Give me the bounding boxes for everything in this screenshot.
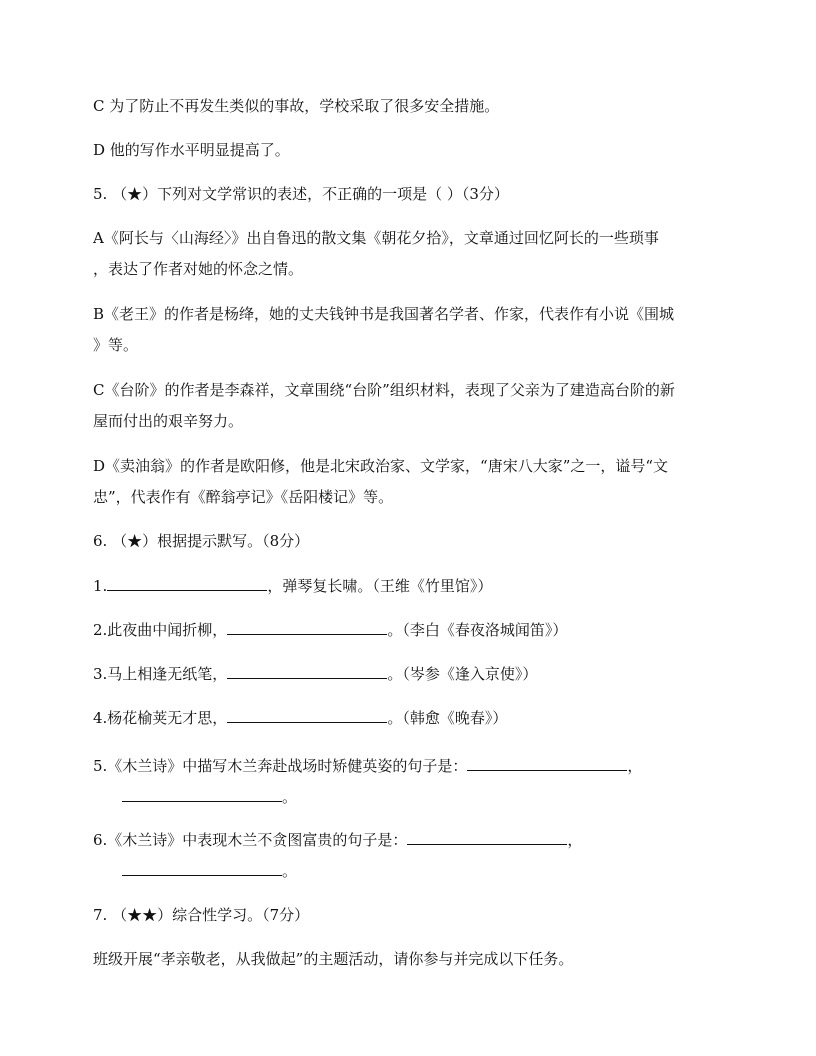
- fill-item-4: [93, 708, 507, 728]
- question-5-option-c-line-1: C《台阶》的作者是李森祥，文章围绕“台阶”组织材料，表现了父亲为了建造高台阶的新: [93, 381, 675, 399]
- fill-item-5: [93, 756, 642, 776]
- fill-item-4-suffix: 。（韩愈《晚春》）: [387, 709, 508, 727]
- question-7-intro: 班级开展“孝亲敬老，从我做起”的主题活动，请你参与并完成以下任务。: [93, 950, 574, 968]
- question-5-option-b-line-2: 》等。: [93, 336, 139, 354]
- answer-blank[interactable]: [407, 830, 567, 845]
- question-5-option-a-line-2: ，表达了作者对她的怀念之情。: [93, 260, 304, 278]
- fill-item-5-continuation: [122, 787, 297, 807]
- fill-item-3: [93, 664, 537, 684]
- fill-item-2-prefix: 2.此夜曲中闻折柳，: [93, 621, 228, 639]
- fill-item-5-prefix: 5.《木兰诗》中描写木兰奔赴战场时矫健英姿的句子是：: [93, 757, 468, 775]
- fill-item-6-suffix: ，: [567, 831, 583, 849]
- question-6-heading: 6. （★）根据提示默写。（8分）: [93, 532, 310, 550]
- fill-item-1-suffix: ，弹琴复长啸。（王维《竹里馆》）: [267, 577, 493, 595]
- answer-blank[interactable]: [227, 664, 387, 679]
- fill-item-2-suffix: 。（李白《春夜洛城闻笛》）: [387, 621, 568, 639]
- question-5-option-a-line-1: A《阿长与〈山海经〉》出自鲁迅的散文集《朝花夕拾》，文章通过回忆阿长的一些琐事: [93, 229, 659, 247]
- fill-item-1-prefix: 1.: [93, 577, 108, 595]
- answer-blank[interactable]: [227, 620, 387, 635]
- answer-blank[interactable]: [227, 708, 387, 723]
- fill-item-3-suffix: 。（岑参《逢入京使》）: [387, 665, 538, 683]
- option-c-line: C 为了防止不再发生类似的事故，学校采取了很多安全措施。: [93, 97, 500, 115]
- question-5-option-b-line-1: B《老王》的作者是杨绛，她的丈夫钱钟书是我国著名学者、作家，代表作有小说《围城: [93, 305, 675, 323]
- option-d-line: D 他的写作水平明显提高了。: [93, 141, 290, 159]
- question-5-option-d-line-2: 忠”，代表作有《醉翁亭记》《岳阳楼记》等。: [93, 488, 394, 506]
- question-5-option-c-line-2: 屋而付出的艰辛努力。: [93, 412, 244, 430]
- fill-item-6-prefix: 6.《木兰诗》中表现木兰不贪图富贵的句子是：: [93, 831, 408, 849]
- fill-item-2: [93, 620, 567, 640]
- question-7-heading: 7. （★★）综合性学习。（7分）: [93, 906, 310, 924]
- fill-item-6: [93, 830, 582, 850]
- answer-blank[interactable]: [122, 861, 282, 876]
- question-5-option-d-line-1: D《卖油翁》的作者是欧阳修，他是北宋政治家、文学家，“唐宋八大家”之一，谥号“文: [93, 457, 669, 475]
- answer-blank[interactable]: [107, 576, 267, 591]
- question-5-heading: 5. （★）下列对文学常识的表述，不正确的一项是（ ）（3分）: [93, 185, 509, 203]
- fill-item-3-prefix: 3.马上相逢无纸笔，: [93, 665, 228, 683]
- fill-item-5-suffix: ，: [627, 757, 643, 775]
- answer-blank[interactable]: [467, 756, 627, 771]
- fill-item-5-end: 。: [282, 788, 298, 806]
- fill-item-6-continuation: [122, 861, 297, 881]
- fill-item-4-prefix: 4.杨花榆荚无才思，: [93, 709, 228, 727]
- answer-blank[interactable]: [122, 787, 282, 802]
- fill-item-6-end: 。: [282, 862, 298, 880]
- fill-item-1: [93, 576, 492, 596]
